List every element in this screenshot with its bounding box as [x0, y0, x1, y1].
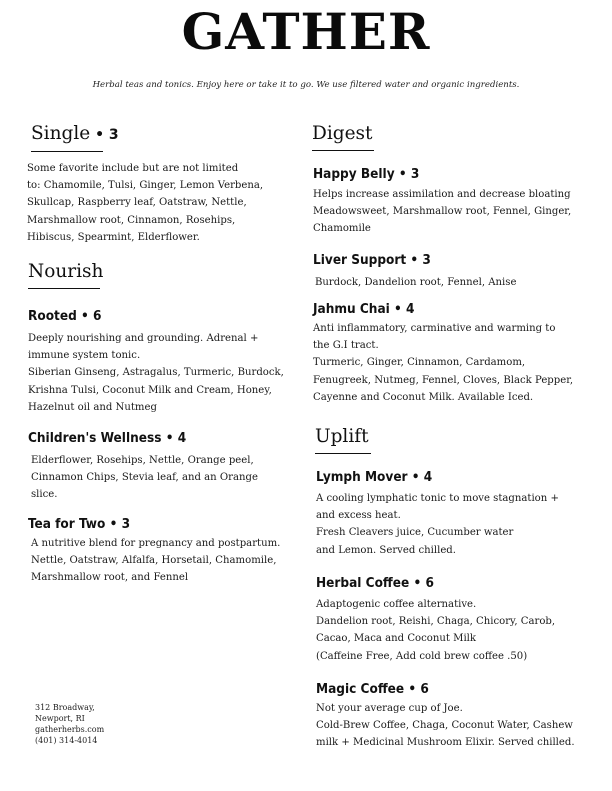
item-price: 4 — [177, 430, 187, 446]
tagline: Herbal teas and tonics. Enjoy here or take it to go. We use filtered water and organic ingredients. — [92, 80, 520, 90]
item-price: 3 — [410, 166, 420, 182]
single-description: Some favorite include but are not limited to: Chamomile, Tulsi, Ginger, Lemon Verbena, Skullcap, Raspberry leaf, Oatstraw, Nettle, Marshmallow root, Cinnamon, Rosehips, Hibiscus, Spearmint, Elderflower. — [27, 163, 264, 243]
section-digest-heading: Digest — [312, 122, 374, 151]
item-price: 4 — [406, 301, 415, 317]
item-name: Happy Belly — [313, 166, 395, 182]
item-name: Rooted — [28, 308, 77, 324]
item-price: 3 — [422, 252, 431, 268]
item-name: Lymph Mover — [316, 469, 408, 485]
menu-item-herbal-coffee-title: Herbal Coffee • 6 — [316, 575, 434, 591]
herbal-coffee-description: Adaptogenic coffee alternative. Dandelion root, Reishi, Chaga, Chicory, Carob, Cacao, Maca and Coconut Milk (Caffeine Free, Add cold brew coffee .50) — [316, 599, 556, 662]
menu-item-rooted-title: Rooted • 6 — [28, 308, 102, 324]
liver-support-description: Burdock, Dandelion root, Fennel, Anise — [315, 277, 517, 288]
item-name: Jahmu Chai — [313, 301, 390, 317]
item-name: Tea for Two — [28, 516, 106, 532]
section-title: Single — [31, 123, 91, 144]
magic-coffee-description: Not your average cup of Joe. Cold-Brew Coffee, Chaga, Coconut Water, Cashew milk + Medicinal Mushroom Elixir. Served chilled. — [316, 703, 575, 749]
item-name: Magic Coffee — [316, 681, 405, 697]
section-single-heading: Single • 3 — [31, 122, 103, 152]
section-nourish-heading: Nourish — [28, 260, 100, 289]
tea-for-two-description: A nutritive blend for pregnancy and postpartum. Nettle, Oatstraw, Alfalfa, Horsetail, Chamomile, Marshmallow root, and Fennel — [31, 538, 281, 584]
section-uplift-heading: Uplift — [315, 425, 371, 454]
item-price: 6 — [420, 681, 429, 697]
menu-item-jahmu-chai-title: Jahmu Chai • 4 — [313, 301, 415, 317]
happy-belly-description: Helps increase assimilation and decrease bloating Meadowsweet, Marshmallow root, Fennel, Ginger, Chamomile — [313, 189, 572, 235]
menu-item-happy-belly-title: Happy Belly • 3 — [313, 166, 420, 182]
gather-logo: GATHER — [181, 2, 431, 61]
childrens-wellness-description: Elderflower, Rosehips, Nettle, Orange peel, Cinnamon Chips, Stevia leaf, and an Orange slice. — [31, 455, 258, 501]
lymph-mover-description: A cooling lymphatic tonic to move stagnation + and excess heat. Fresh Cleavers juice, Cucumber water and Lemon. Served chilled. — [316, 493, 559, 556]
address-block: 312 Broadway, Newport, RI gatherherbs.com (401) 314-4014 — [35, 703, 105, 745]
item-price: 4 — [423, 469, 433, 485]
jahmu-chai-description: Anti inflammatory, carminative and warming to the G.I tract. Turmeric, Ginger, Cinnamon, Cardamom, Fenugreek, Nutmeg, Fennel, Cloves, Black Pepper, Cayenne and Coconut Milk. Available Iced. — [313, 323, 574, 403]
menu-item-lymph-mover-title: Lymph Mover • 4 — [316, 469, 433, 485]
item-price: 3 — [121, 516, 131, 532]
item-price: 6 — [425, 575, 434, 591]
item-price: 6 — [93, 308, 102, 324]
menu-item-tea-for-two-title: Tea for Two • 3 — [28, 516, 131, 532]
menu-item-liver-support-title: Liver Support • 3 — [313, 252, 431, 268]
section-price: 3 — [108, 127, 119, 143]
item-name: Children's Wellness — [28, 430, 162, 446]
menu-item-magic-coffee-title: Magic Coffee • 6 — [316, 681, 429, 697]
item-name: Liver Support — [313, 252, 407, 268]
menu-item-childrens-wellness-title: Children's Wellness • 4 — [28, 430, 187, 446]
rooted-description: Deeply nourishing and grounding. Adrenal + immune system tonic. Siberian Ginseng, Astragalus, Turmeric, Burdock, Krishna Tulsi, Coconut Milk and Cream, Honey, Hazelnut oil and Nutmeg — [28, 333, 284, 413]
item-name: Herbal Coffee — [316, 575, 410, 591]
